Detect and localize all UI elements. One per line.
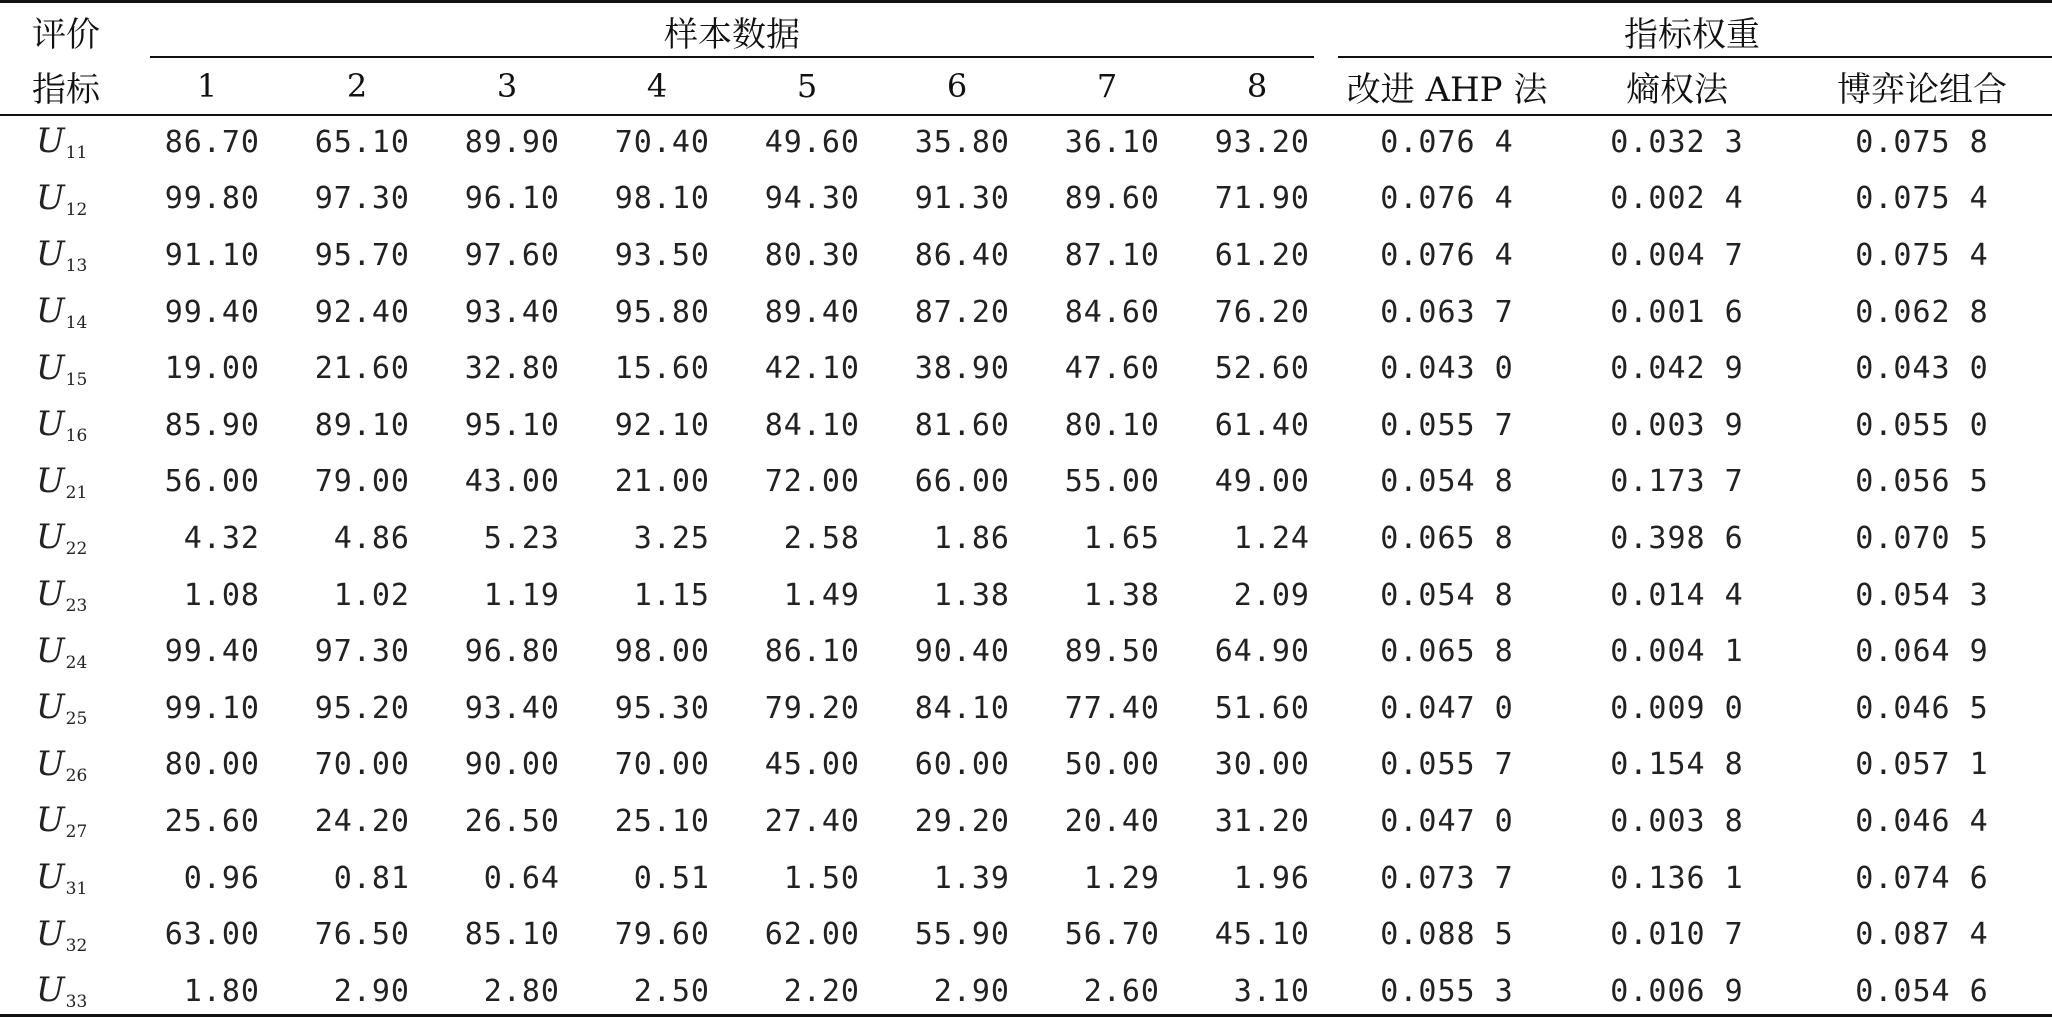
row-label-symbol: U (36, 177, 65, 218)
weight-combined-cell: 0.056 5 (1855, 464, 1989, 500)
sample-value-cell: 87.10 (1064, 237, 1160, 273)
sample-value-cell: 64.90 (1214, 634, 1310, 670)
sample-value-cell: 2.20 (783, 973, 860, 1009)
row-label (0, 737, 132, 794)
weight-ahp-cell: 0.043 0 (1380, 351, 1514, 387)
sample-value-cell: 76.50 (314, 917, 410, 953)
row-label-subscript: 21 (65, 482, 88, 503)
sample-value-cell: 45.00 (764, 747, 860, 783)
sample-value-cell: 96.80 (464, 634, 560, 670)
sample-value-cell: 20.40 (1064, 803, 1160, 839)
table-row (0, 340, 2052, 397)
table-row (0, 737, 2052, 794)
sample-value-cell: 85.10 (464, 917, 560, 953)
sample-value-cell: 84.60 (1064, 294, 1160, 330)
weight-ahp-cell: 0.055 7 (1380, 747, 1514, 783)
sample-value-cell: 86.70 (164, 124, 260, 160)
sample-value-cell: 1.24 (1233, 520, 1310, 556)
sample-value-cell: 79.60 (614, 917, 710, 953)
row-label (0, 340, 132, 397)
weight-combined-cell: 0.075 4 (1855, 237, 1989, 273)
row-label (0, 680, 132, 737)
weight-entropy-cell: 0.009 0 (1610, 690, 1744, 726)
weight-ahp-cell: 0.054 8 (1380, 577, 1514, 613)
table-row (0, 227, 2052, 284)
sample-value-cell: 42.10 (764, 351, 860, 387)
table-row (0, 793, 2052, 850)
weight-combined-cell: 0.046 5 (1855, 690, 1989, 726)
sample-value-cell: 4.32 (183, 520, 260, 556)
sample-data-header: 样本数据 (132, 4, 1332, 58)
sample-value-cell: 45.10 (1214, 917, 1310, 953)
weight-col-header-ahp: 改进 AHP 法 (1346, 69, 1548, 110)
index-weight-header: 指标权重 (1332, 4, 2052, 58)
sample-value-cell: 1.38 (933, 577, 1010, 613)
sample-value-cell: 38.90 (914, 351, 1010, 387)
sample-value-cell: 5.23 (483, 520, 560, 556)
sample-value-cell: 1.38 (1083, 577, 1160, 613)
sample-value-cell: 1.65 (1083, 520, 1160, 556)
weight-entropy-cell: 0.010 7 (1610, 917, 1744, 953)
sample-value-cell: 25.10 (614, 803, 710, 839)
table-row (0, 623, 2052, 680)
row-label-symbol: U (36, 857, 65, 898)
sample-value-cell: 80.10 (1064, 407, 1160, 443)
weight-ahp-cell: 0.065 8 (1380, 634, 1514, 670)
sample-value-cell: 92.40 (314, 294, 410, 330)
sample-value-cell: 97.30 (314, 181, 410, 217)
sample-value-cell: 1.29 (1083, 860, 1160, 896)
weight-ahp-cell: 0.054 8 (1380, 464, 1514, 500)
sample-col-header: 4 (646, 67, 668, 105)
sample-col-header: 3 (496, 67, 518, 105)
sample-value-cell: 62.00 (764, 917, 860, 953)
weight-entropy-cell: 0.003 8 (1610, 803, 1744, 839)
table-row (0, 171, 2052, 228)
row-label-symbol: U (36, 800, 65, 841)
sample-value-cell: 70.00 (614, 747, 710, 783)
weight-combined-cell: 0.075 4 (1855, 181, 1989, 217)
table-row (0, 284, 2052, 341)
sample-value-cell: 89.50 (1064, 634, 1160, 670)
sample-value-cell: 2.60 (1083, 973, 1160, 1009)
row-label-subscript: 25 (65, 709, 88, 730)
sample-value-cell: 19.00 (164, 351, 260, 387)
sample-value-cell: 71.90 (1214, 181, 1310, 217)
sample-value-cell: 89.10 (314, 407, 410, 443)
table-row (0, 397, 2052, 454)
sample-value-cell: 97.60 (464, 237, 560, 273)
sample-value-cell: 2.50 (633, 973, 710, 1009)
sample-value-cell: 84.10 (764, 407, 860, 443)
table-row (0, 680, 2052, 737)
weight-entropy-cell: 0.001 6 (1610, 294, 1744, 330)
sample-value-cell: 2.80 (483, 973, 560, 1009)
row-label-symbol: U (36, 347, 65, 388)
sample-value-cell: 92.10 (614, 407, 710, 443)
sample-value-cell: 91.30 (914, 181, 1010, 217)
row-label-symbol: U (36, 291, 65, 332)
row-label-symbol: U (36, 574, 65, 615)
row-label (0, 567, 132, 624)
sample-value-cell: 49.00 (1214, 464, 1310, 500)
row-label (0, 793, 132, 850)
sample-value-cell: 61.40 (1214, 407, 1310, 443)
row-label-subscript: 12 (65, 199, 88, 220)
sample-value-cell: 24.20 (314, 803, 410, 839)
sample-value-cell: 95.30 (614, 690, 710, 726)
sample-value-cell: 79.00 (314, 464, 410, 500)
sample-value-cell: 2.90 (933, 973, 1010, 1009)
sample-value-cell: 85.90 (164, 407, 260, 443)
sample-value-cell: 1.39 (933, 860, 1010, 896)
row-label-subscript: 11 (65, 143, 88, 164)
weight-ahp-cell: 0.063 7 (1380, 294, 1514, 330)
sample-value-cell: 52.60 (1214, 351, 1310, 387)
weight-combined-cell: 0.054 6 (1855, 973, 1989, 1009)
sample-value-cell: 72.00 (764, 464, 860, 500)
sample-value-cell: 76.20 (1214, 294, 1310, 330)
sample-value-cell: 95.10 (464, 407, 560, 443)
sample-value-cell: 1.96 (1233, 860, 1310, 896)
table-body (0, 114, 2052, 1020)
sample-value-cell: 93.40 (464, 294, 560, 330)
row-label (0, 850, 132, 907)
weight-entropy-cell: 0.014 4 (1610, 577, 1744, 613)
sample-value-cell: 66.00 (914, 464, 1010, 500)
sample-value-cell: 95.70 (314, 237, 410, 273)
row-label-subscript: 23 (65, 596, 88, 617)
sample-value-cell: 87.20 (914, 294, 1010, 330)
sample-value-cell: 56.00 (164, 464, 260, 500)
row-label-subscript: 15 (65, 369, 88, 390)
row-label-symbol: U (36, 913, 65, 954)
weight-ahp-cell: 0.076 4 (1380, 237, 1514, 273)
weight-entropy-cell: 0.006 9 (1610, 973, 1744, 1009)
weight-combined-cell: 0.074 6 (1855, 860, 1989, 896)
sample-col-header: 7 (1096, 67, 1118, 105)
sample-value-cell: 89.40 (764, 294, 860, 330)
sample-value-cell: 26.50 (464, 803, 560, 839)
weight-combined-cell: 0.087 4 (1855, 917, 1989, 953)
sample-value-cell: 0.64 (483, 860, 560, 896)
weight-combined-cell: 0.054 3 (1855, 577, 1989, 613)
row-label-subscript: 22 (65, 539, 88, 560)
weight-entropy-cell: 0.004 7 (1610, 237, 1744, 273)
sample-value-cell: 79.20 (764, 690, 860, 726)
row-label-subscript: 26 (65, 765, 88, 786)
sample-value-cell: 35.80 (914, 124, 1010, 160)
table-row (0, 454, 2052, 511)
eval-index-header-line2: 指标 (32, 69, 100, 110)
table-top-rule (0, 0, 2052, 3)
weight-entropy-cell: 0.002 4 (1610, 181, 1744, 217)
sample-col-header: 2 (346, 67, 368, 105)
sample-value-cell: 98.00 (614, 634, 710, 670)
row-label (0, 906, 132, 963)
sample-value-cell: 27.40 (764, 803, 860, 839)
row-label-subscript: 31 (65, 879, 88, 900)
sample-value-cell: 1.80 (183, 973, 260, 1009)
weight-ahp-cell: 0.088 5 (1380, 917, 1514, 953)
weight-entropy-cell: 0.136 1 (1610, 860, 1744, 896)
evaluation-weights-table (0, 4, 2052, 1020)
row-label-symbol: U (36, 630, 65, 671)
sample-value-cell: 99.40 (164, 294, 260, 330)
weight-ahp-cell: 0.065 8 (1380, 520, 1514, 556)
row-label-subscript: 33 (65, 992, 88, 1013)
sample-value-cell: 70.40 (614, 124, 710, 160)
weight-ahp-cell: 0.076 4 (1380, 181, 1514, 217)
sample-value-cell: 1.86 (933, 520, 1010, 556)
row-label-subscript: 32 (65, 935, 88, 956)
sample-value-cell: 86.10 (764, 634, 860, 670)
sample-value-cell: 25.60 (164, 803, 260, 839)
sample-value-cell: 99.40 (164, 634, 260, 670)
sample-value-cell: 29.20 (914, 803, 1010, 839)
table-row (0, 850, 2052, 907)
weight-ahp-cell: 0.073 7 (1380, 860, 1514, 896)
row-label-symbol: U (36, 743, 65, 784)
sample-value-cell: 97.30 (314, 634, 410, 670)
row-label-subscript: 13 (65, 256, 88, 277)
row-label-subscript: 14 (65, 313, 88, 334)
sample-value-cell: 15.60 (614, 351, 710, 387)
table-row (0, 906, 2052, 963)
sample-value-cell: 91.10 (164, 237, 260, 273)
table-row (0, 510, 2052, 567)
weight-entropy-cell: 0.032 3 (1610, 124, 1744, 160)
sample-value-cell: 55.00 (1064, 464, 1160, 500)
weight-entropy-cell: 0.154 8 (1610, 747, 1744, 783)
sample-value-cell: 95.80 (614, 294, 710, 330)
table-row (0, 114, 2052, 171)
sample-value-cell: 30.00 (1214, 747, 1310, 783)
sample-value-cell: 31.20 (1214, 803, 1310, 839)
sample-value-cell: 2.09 (1233, 577, 1310, 613)
sample-value-cell: 49.60 (764, 124, 860, 160)
header-row-1 (0, 4, 2052, 58)
table-row (0, 567, 2052, 624)
sample-value-cell: 65.10 (314, 124, 410, 160)
sample-value-cell: 0.51 (633, 860, 710, 896)
sample-value-cell: 3.10 (1233, 973, 1310, 1009)
sample-value-cell: 4.86 (333, 520, 410, 556)
weight-ahp-cell: 0.055 7 (1380, 407, 1514, 443)
sample-value-cell: 0.96 (183, 860, 260, 896)
sample-value-cell: 1.08 (183, 577, 260, 613)
weight-combined-cell: 0.064 9 (1855, 634, 1989, 670)
row-label (0, 454, 132, 511)
row-label-symbol: U (36, 517, 65, 558)
row-label-subscript: 27 (65, 822, 88, 843)
sample-value-cell: 94.30 (764, 181, 860, 217)
eval-index-header-line1: 评价 (32, 14, 100, 55)
row-label (0, 510, 132, 567)
weight-combined-cell: 0.062 8 (1855, 294, 1989, 330)
weight-entropy-cell: 0.173 7 (1610, 464, 1744, 500)
sample-value-cell: 77.40 (1064, 690, 1160, 726)
sample-value-cell: 56.70 (1064, 917, 1160, 953)
header-row-2 (0, 58, 2052, 114)
row-label (0, 284, 132, 341)
weight-combined-cell: 0.057 1 (1855, 747, 1989, 783)
weight-entropy-cell: 0.042 9 (1610, 351, 1744, 387)
weight-ahp-cell: 0.055 3 (1380, 973, 1514, 1009)
weight-entropy-cell: 0.004 1 (1610, 634, 1744, 670)
sample-value-cell: 84.10 (914, 690, 1010, 726)
weight-combined-cell: 0.075 8 (1855, 124, 1989, 160)
sample-value-cell: 99.80 (164, 181, 260, 217)
row-label (0, 171, 132, 228)
sample-value-cell: 47.60 (1064, 351, 1160, 387)
row-label-symbol: U (36, 687, 65, 728)
sample-value-cell: 70.00 (314, 747, 410, 783)
weight-entropy-cell: 0.398 6 (1610, 520, 1744, 556)
sample-value-cell: 36.10 (1064, 124, 1160, 160)
weight-ahp-cell: 0.076 4 (1380, 124, 1514, 160)
row-label (0, 114, 132, 171)
sample-value-cell: 50.00 (1064, 747, 1160, 783)
row-label (0, 397, 132, 454)
sample-value-cell: 43.00 (464, 464, 560, 500)
sample-value-cell: 90.40 (914, 634, 1010, 670)
weight-col-header-entropy: 熵权法 (1626, 69, 1728, 110)
sample-value-cell: 93.50 (614, 237, 710, 273)
sample-col-header: 6 (946, 67, 968, 105)
weight-col-header-game-theory: 博弈论组合 (1837, 69, 2007, 110)
sample-value-cell: 93.20 (1214, 124, 1310, 160)
sample-value-cell: 98.10 (614, 181, 710, 217)
sample-value-cell: 1.50 (783, 860, 860, 896)
sample-col-header: 8 (1246, 67, 1268, 105)
sample-value-cell: 89.60 (1064, 181, 1160, 217)
sample-value-cell: 81.60 (914, 407, 1010, 443)
row-label-symbol: U (36, 970, 65, 1011)
sample-value-cell: 21.60 (314, 351, 410, 387)
weight-combined-cell: 0.055 0 (1855, 407, 1989, 443)
row-label-symbol: U (36, 404, 65, 445)
weight-combined-cell: 0.046 4 (1855, 803, 1989, 839)
sample-col-header: 5 (796, 67, 818, 105)
weight-combined-cell: 0.070 5 (1855, 520, 1989, 556)
sample-value-cell: 21.00 (614, 464, 710, 500)
sample-value-cell: 89.90 (464, 124, 560, 160)
sample-value-cell: 2.90 (333, 973, 410, 1009)
sample-value-cell: 2.58 (783, 520, 860, 556)
sample-value-cell: 51.60 (1214, 690, 1310, 726)
row-label-symbol: U (36, 460, 65, 501)
sample-value-cell: 96.10 (464, 181, 560, 217)
row-label-symbol: U (36, 121, 65, 162)
weight-combined-cell: 0.043 0 (1855, 351, 1989, 387)
table-row (0, 963, 2052, 1020)
sample-value-cell: 0.81 (333, 860, 410, 896)
sample-value-cell: 1.15 (633, 577, 710, 613)
sample-value-cell: 55.90 (914, 917, 1010, 953)
sample-value-cell: 90.00 (464, 747, 560, 783)
row-label (0, 227, 132, 284)
sample-value-cell: 1.19 (483, 577, 560, 613)
row-label-symbol: U (36, 234, 65, 275)
row-label-subscript: 16 (65, 426, 88, 447)
sample-value-cell: 1.49 (783, 577, 860, 613)
sample-value-cell: 63.00 (164, 917, 260, 953)
sample-value-cell: 61.20 (1214, 237, 1310, 273)
sample-value-cell: 3.25 (633, 520, 710, 556)
sample-value-cell: 95.20 (314, 690, 410, 726)
sample-value-cell: 80.30 (764, 237, 860, 273)
row-label (0, 623, 132, 680)
sample-value-cell: 99.10 (164, 690, 260, 726)
sample-value-cell: 32.80 (464, 351, 560, 387)
sample-value-cell: 86.40 (914, 237, 1010, 273)
sample-value-cell: 93.40 (464, 690, 560, 726)
row-label-subscript: 24 (65, 652, 88, 673)
sample-value-cell: 60.00 (914, 747, 1010, 783)
weight-ahp-cell: 0.047 0 (1380, 803, 1514, 839)
row-label (0, 963, 132, 1020)
weight-entropy-cell: 0.003 9 (1610, 407, 1744, 443)
sample-col-header: 1 (196, 67, 218, 105)
sample-value-cell: 1.02 (333, 577, 410, 613)
weight-ahp-cell: 0.047 0 (1380, 690, 1514, 726)
sample-value-cell: 80.00 (164, 747, 260, 783)
